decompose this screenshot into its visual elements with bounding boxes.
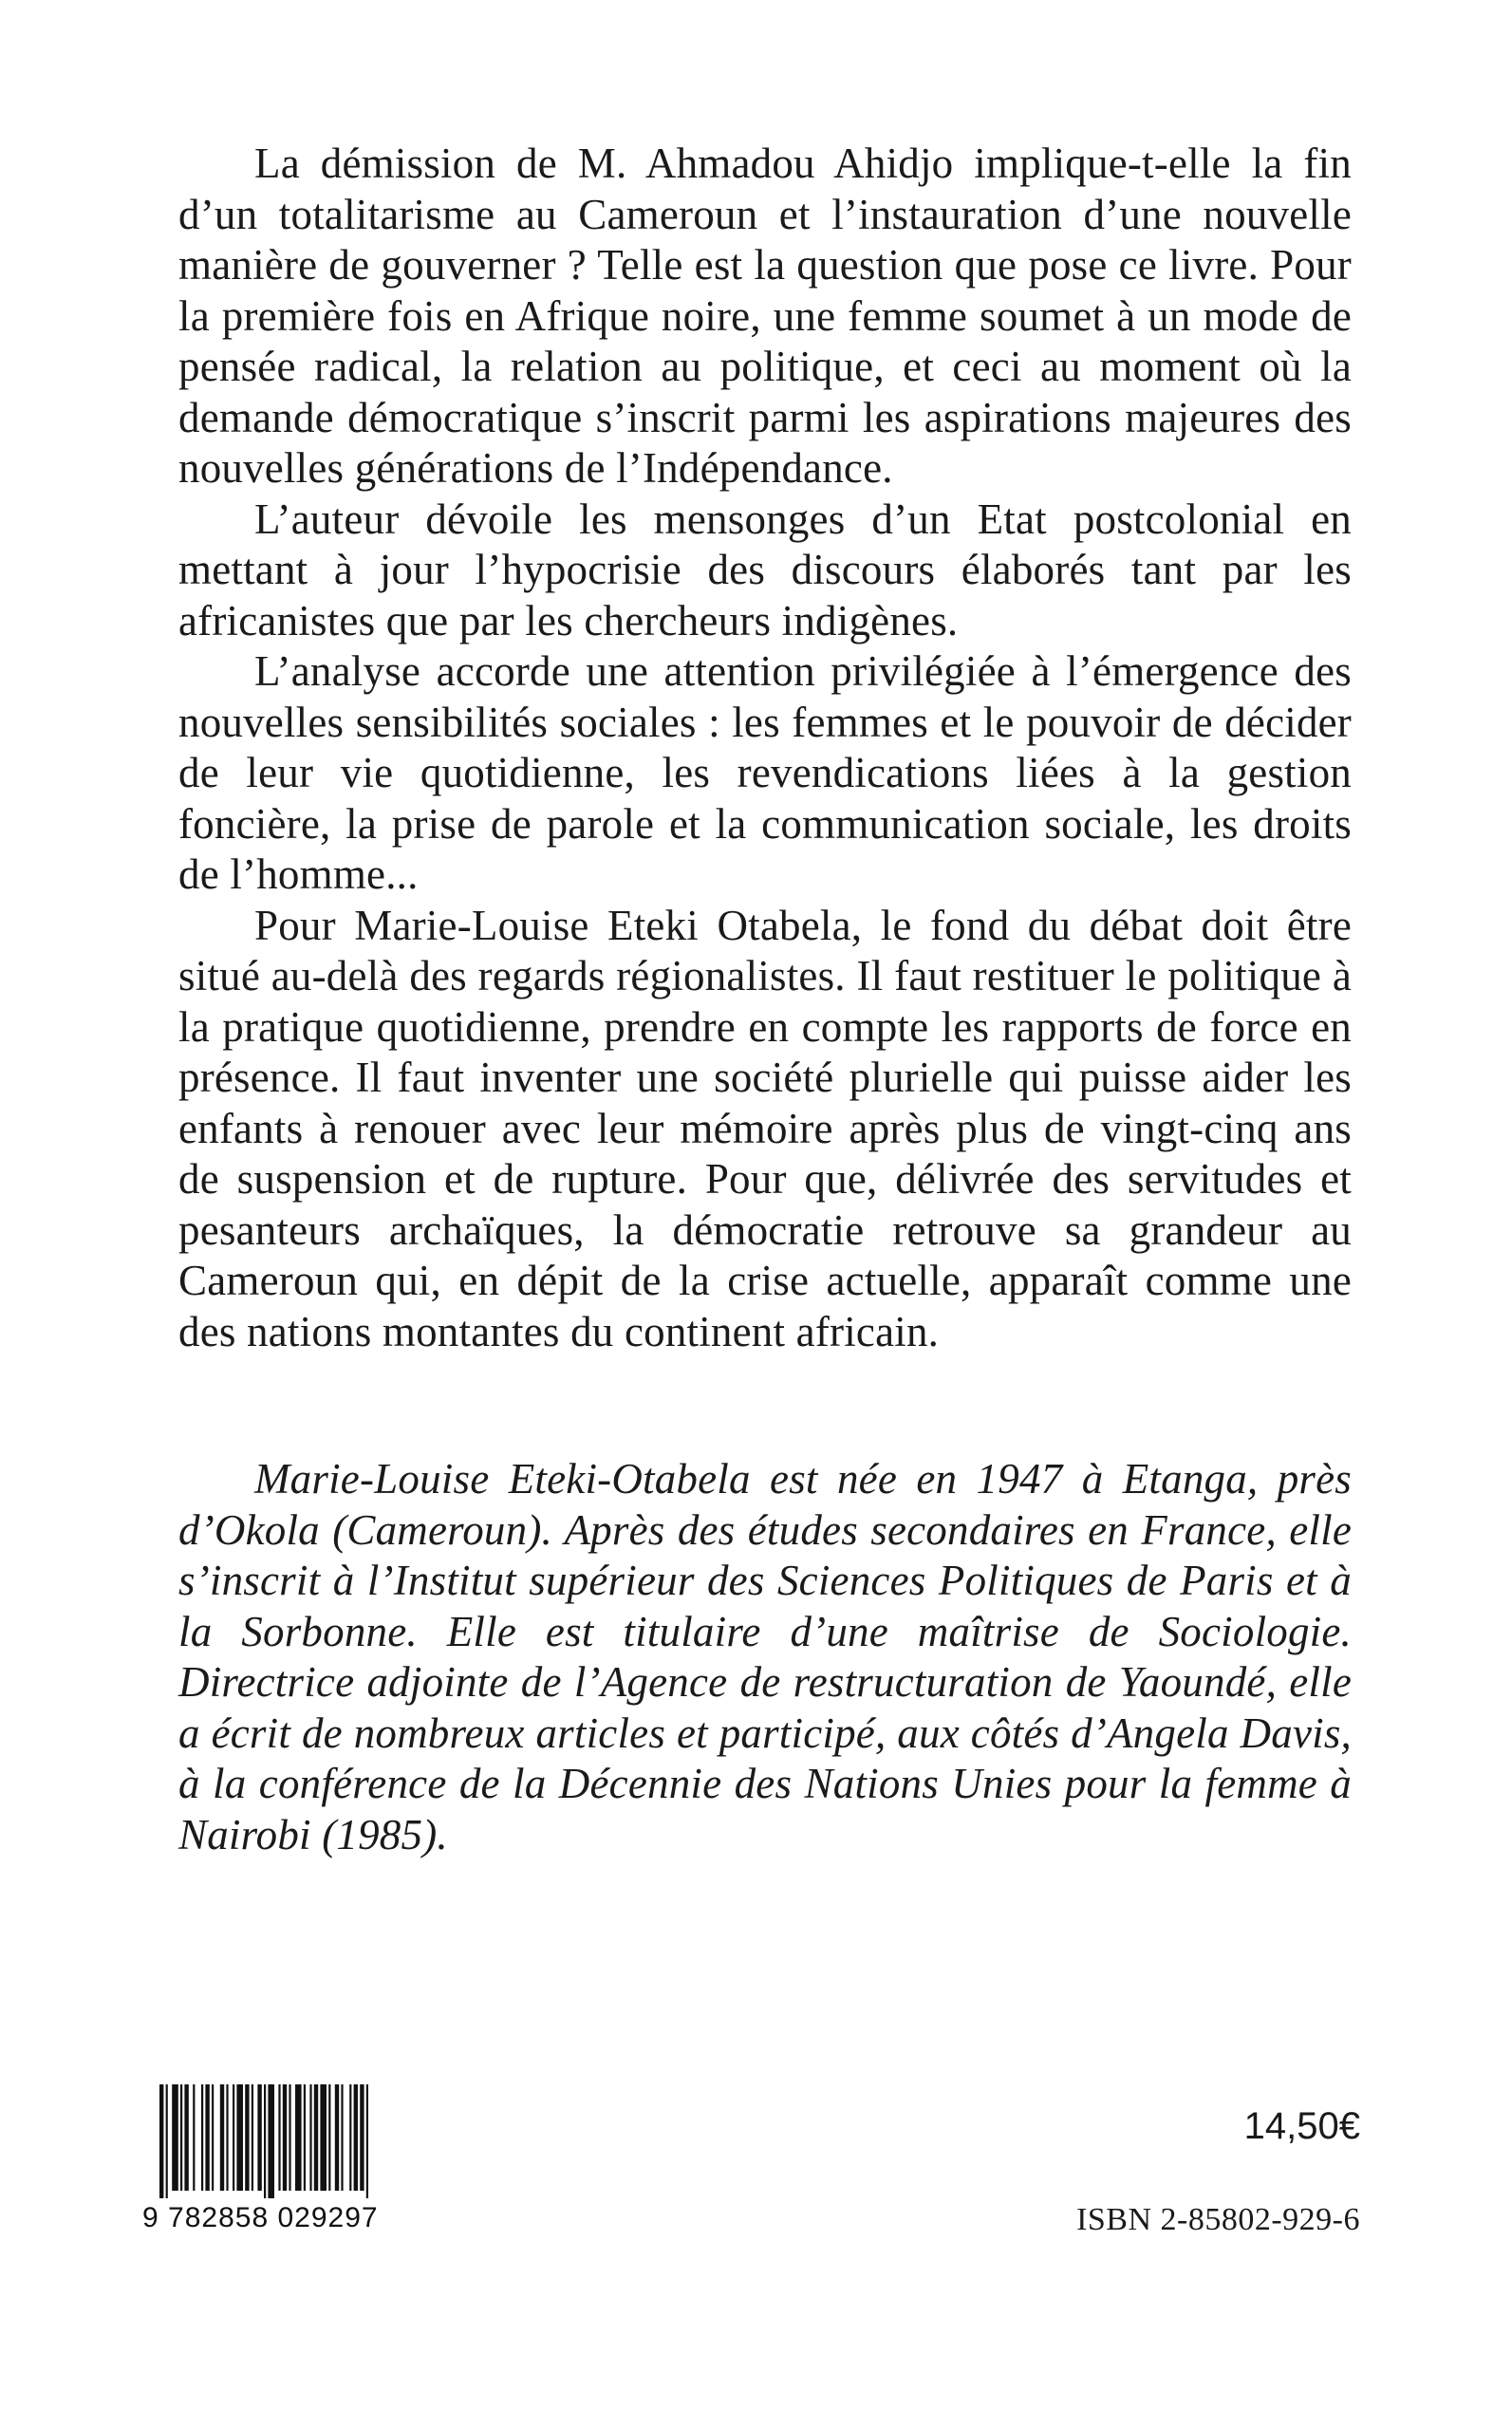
barcode-bar	[201, 2084, 203, 2191]
barcode-bar	[236, 2084, 243, 2191]
blurb-paragraph-3: L’analyse accorde une attention privilégiée à l’émergence des nouvelles sensibilités sociales : les femmes et le pouvoir de décider de leur vie quotidienne, les revendications liées à la gestion foncière, la prise de parole et la communication sociale, les droits de l’homme...	[178, 647, 1352, 898]
barcode-bar	[212, 2084, 214, 2191]
barcode-bar	[184, 2084, 188, 2191]
barcode-bar	[304, 2084, 306, 2191]
barcode-bar	[205, 2084, 209, 2191]
isbn-label: ISBN 2-85802-929-6	[1076, 2202, 1360, 2237]
barcode-bar	[309, 2084, 311, 2191]
barcode-bar	[245, 2084, 249, 2191]
barcode-bar	[252, 2084, 253, 2191]
barcode-bar	[366, 2084, 368, 2198]
barcode-bar	[220, 2084, 224, 2191]
barcode-bar	[360, 2084, 364, 2191]
barcode-bar	[341, 2084, 343, 2191]
barcode-digits: 9 782858 029297	[142, 2202, 379, 2233]
barcode-bar	[349, 2084, 351, 2191]
barcode-bar	[226, 2084, 228, 2191]
barcode-bar	[159, 2084, 163, 2198]
barcode-bar	[180, 2084, 182, 2191]
blurb-text	[178, 139, 1352, 1357]
barcode-bar	[289, 2084, 290, 2191]
barcode-bar	[268, 2084, 274, 2198]
barcode-bar	[314, 2084, 318, 2191]
barcode-icon	[142, 2084, 475, 2274]
blurb-paragraph-4: Pour Marie-Louise Eteki Otabela, le fond du débat doit être situé au-delà des regards régionalistes. Il faut restituer le politique à la pratique quotidienne, prendre en compte les rapports de force en présence. Il faut inventer une société plurielle qui puisse aider les enfants à renouer avec leur mémoire après plus de vingt-cinq ans de suspension et de rupture. Pour que, délivrée des servitudes et pesanteurs archaïques, la démocratie retrouve sa grandeur au Cameroun qui, en dépit de la crise actuelle, apparaît comme une des nations montantes du continent africain.	[178, 901, 1352, 1355]
barcode-bar	[278, 2084, 280, 2191]
barcode-bar	[257, 2084, 261, 2191]
barcode-bar	[295, 2084, 302, 2191]
blurb-paragraph-2: L’auteur dévoile les mensonges d’un Etat postcolonial en mettant à jour l’hypocrisie des discours élaborés tant par les africanistes que par les chercheurs indigènes.	[178, 495, 1352, 644]
barcode-bar	[354, 2084, 358, 2191]
barcode-bar	[193, 2084, 195, 2191]
barcode-bar	[283, 2084, 287, 2191]
barcode-bar	[166, 2084, 168, 2198]
barcode-bar	[233, 2084, 234, 2191]
barcode-bar	[320, 2084, 327, 2191]
author-bio-paragraph: Marie-Louise Eteki-Otabela est née en 1947 à Etanga, près d’Okola (Cameroun). Après des études secondaires en France, elle s’inscrit à l’Institut supérieur des Sciences Politiques de Paris et à la Sorbonne. Elle est titulaire d’une maîtrise de Sociologie. Directrice adjointe de l’Agence de restructuration de Yaoundé, elle a écrit de nombreux articles et participé, aux côtés d’Angela Davis, à la conférence de la Décennie des Nations Unies pour la femme à Nairobi (1985).	[178, 1455, 1352, 1858]
barcode-bar	[335, 2084, 339, 2191]
barcode-bar	[264, 2084, 266, 2198]
blurb-paragraph-1: La démission de M. Ahmadou Ahidjo implique-t-elle la fin d’un totalitarisme au Cameroun et l’instauration d’une nouvelle manière de gouverner ? Telle est la question que pose ce livre. Pour la première fois en Afrique noire, une femme soumet à un mode de pensée radical, la relation au politique, et ceci au moment où la demande démocratique s’inscrit parmi les aspirations majeures des nouvelles générations de l’Indépendance.	[178, 140, 1352, 492]
author-bio	[178, 1454, 1352, 1860]
barcode-bar	[172, 2084, 178, 2191]
price-label: 14,50€	[1243, 2105, 1360, 2147]
barcode-bar	[328, 2084, 330, 2191]
